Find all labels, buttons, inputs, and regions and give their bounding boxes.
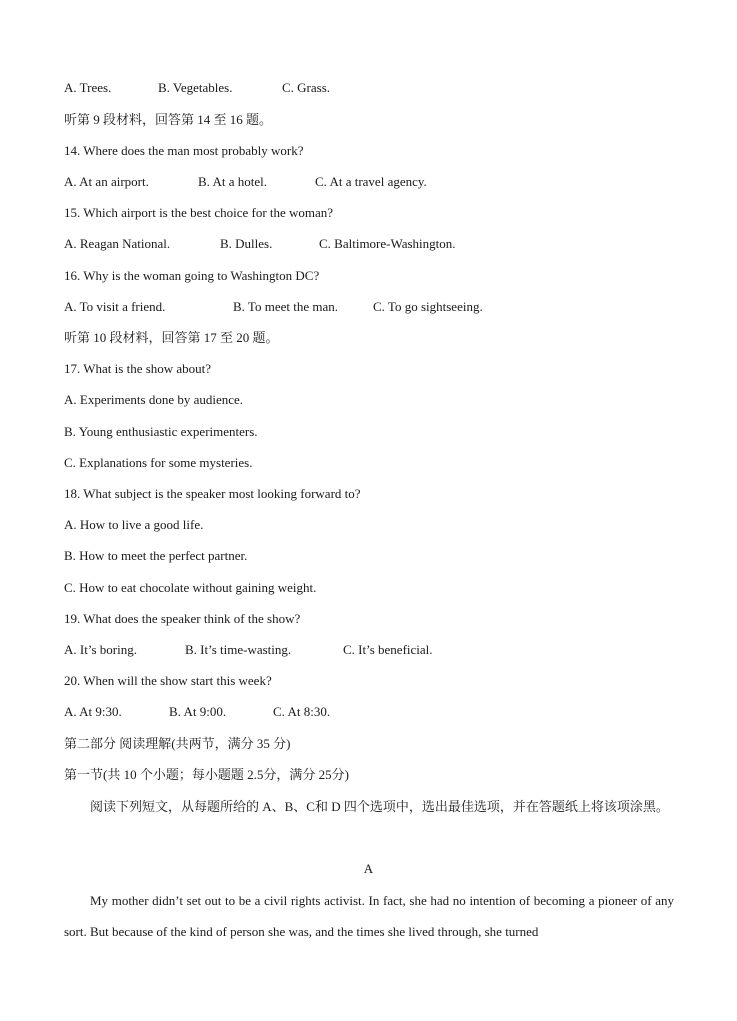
q17-option-a: A. Experiments done by audience. [64, 392, 244, 407]
q18-stem: 18. What subject is the speaker most looking forward to? [64, 486, 361, 501]
q18-option-c: C. How to eat chocolate without gaining weight. [64, 580, 317, 595]
q19-option-a: A. It’s boring. [64, 642, 137, 657]
q13-options [64, 80, 330, 96]
q20-option-c: C. At 8:30. [273, 704, 331, 719]
q14-stem: 14. Where does the man most probably work? [64, 143, 304, 158]
q15-option-b: B. Dulles. [220, 236, 273, 251]
q19-options [64, 642, 433, 658]
q14-options [64, 174, 427, 190]
q15-options [64, 236, 456, 252]
section9-header: 听第 9 段材料，回答第 14 至 16 题。 [64, 112, 273, 127]
q17-option-c: C. Explanations for some mysteries. [64, 455, 253, 470]
q13-option-b: B. Vegetables. [158, 80, 233, 95]
q16-options [64, 299, 483, 315]
instructions: 阅读下列短文，从每题所给的 A、B、C和 D 四个选项中，选出最佳选项，并在答题纸上将该项涂黑。 [90, 799, 669, 814]
q15-option-a: A. Reagan National. [64, 236, 171, 251]
q16-option-b: B. To meet the man. [233, 299, 338, 314]
q14-option-b: B. At a hotel. [198, 174, 267, 189]
q15-option-c: C. Baltimore-Washington. [319, 236, 456, 251]
q17-option-b: B. Young enthusiastic experimenters. [64, 424, 258, 439]
q18-option-a: A. How to live a good life. [64, 517, 204, 532]
q19-option-b: B. It’s time-wasting. [185, 642, 292, 657]
q20-stem: 20. When will the show start this week? [64, 673, 272, 688]
q14-option-c: C. At a travel agency. [315, 174, 427, 189]
q18-option-b: B. How to meet the perfect partner. [64, 548, 248, 563]
q16-option-c: C. To go sightseeing. [373, 299, 483, 314]
q15-stem: 15. Which airport is the best choice for the woman? [64, 205, 334, 220]
q17-stem: 17. What is the show about? [64, 361, 212, 376]
q20-options [64, 704, 330, 720]
passage-text: My mother didn’t set out to be a civil rights activist. In fact, she had no intention of becoming a pioneer of any sort. But because of the kind of person she was, and the times she lived through, she turned [64, 893, 674, 939]
q14-option-a: A. At an airport. [64, 174, 149, 189]
q19-option-c: C. It’s beneficial. [343, 642, 433, 657]
q16-stem: 16. Why is the woman going to Washington DC? [64, 268, 320, 283]
q13-option-a: A. Trees. [64, 80, 112, 95]
q19-stem: 19. What does the speaker think of the show? [64, 611, 301, 626]
q20-option-b: B. At 9:00. [169, 704, 227, 719]
part2-title: 第二部分 阅读理解(共两节，满分 35 分) [64, 736, 291, 751]
section1-title: 第一节(共 10 个小题；每小题题 2.5分，满分 25分) [64, 767, 349, 782]
q13-option-c: C. Grass. [282, 80, 331, 95]
q20-option-a: A. At 9:30. [64, 704, 122, 719]
q16-option-a: A. To visit a friend. [64, 299, 166, 314]
passage-letter: A [363, 861, 374, 876]
section10-header: 听第 10 段材料，回答第 17 至 20 题。 [64, 330, 279, 345]
